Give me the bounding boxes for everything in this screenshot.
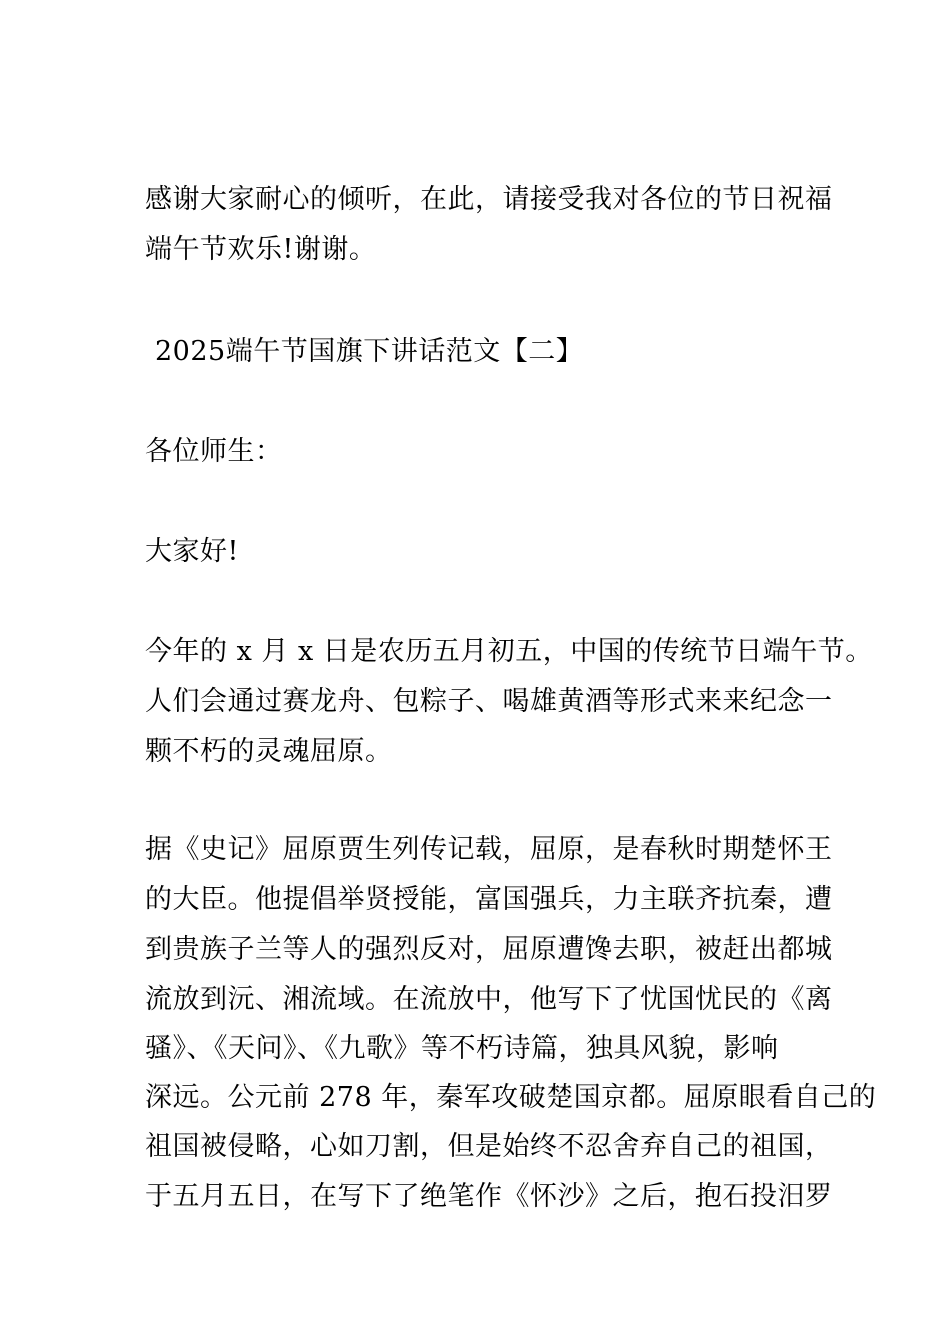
- paragraph-3-line-6: 深远。公元前 278 年，秦军攻破楚国京都。屈原眼看自己的: [145, 1082, 877, 1113]
- paragraph-2-line-1: 今年的 x 月 x 日是农历五月初五，中国的传统节日端午节。: [145, 636, 873, 667]
- paragraph-3-line-1: 据《史记》屈原贾生列传记载，屈原，是春秋时期楚怀王: [145, 834, 833, 865]
- paragraph-3-line-8: 于五月五日，在写下了绝笔作《怀沙》之后，抱石投汨罗: [145, 1181, 833, 1212]
- greeting: 大家好!: [145, 536, 239, 567]
- paragraph-3-line-2: 的大臣。他提倡举贤授能，富国强兵，力主联齐抗秦，遭: [145, 884, 833, 915]
- paragraph-3-line-7: 祖国被侵略，心如刀割，但是始终不忍舍弃自己的祖国，: [145, 1131, 833, 1162]
- paragraph-3-line-4: 流放到沅、湘流域。在流放中，他写下了忧国忧民的《离: [145, 984, 833, 1015]
- paragraph-2-line-3: 颗不朽的灵魂屈原。: [145, 736, 393, 767]
- paragraph-3-line-5: 骚》、《天问》、《九歌》等不朽诗篇，独具风貌，影响: [145, 1033, 779, 1064]
- paragraph-1-line-2: 端午节欢乐!谢谢。: [145, 234, 377, 265]
- paragraph-3-line-3: 到贵族子兰等人的强烈反对，屈原遭馋去职，被赶出都城: [145, 934, 833, 965]
- paragraph-1-line-1: 感谢大家耐心的倾听，在此，请接受我对各位的节日祝福: [145, 184, 833, 215]
- salutation: 各位师生：: [145, 436, 283, 467]
- paragraph-2-line-2: 人们会通过赛龙舟、包粽子、喝雄黄酒等形式来来纪念一: [145, 686, 833, 717]
- section-heading: 2025端午节国旗下讲话范文【二】: [155, 336, 584, 367]
